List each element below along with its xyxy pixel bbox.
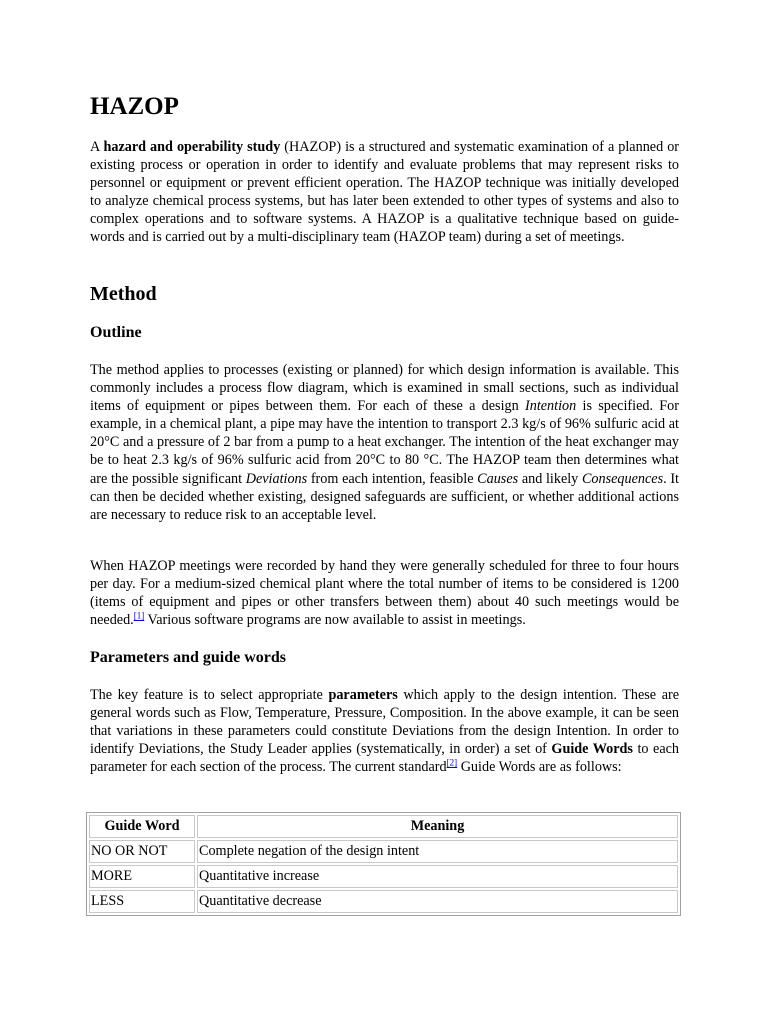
reference-1[interactable] bbox=[134, 611, 145, 621]
table-cell-guide-word: MORE bbox=[89, 865, 195, 888]
intro-text-pre: A bbox=[90, 139, 104, 155]
guide-words-table bbox=[86, 812, 681, 916]
outline-p1-term-deviations: Deviations bbox=[245, 470, 308, 487]
subsection-heading-outline: Outline bbox=[90, 324, 142, 341]
outline-p1-text-4: and likely bbox=[518, 470, 582, 487]
intro-bold-term: hazard and operability study bbox=[103, 139, 281, 155]
params-term-guide-words: Guide Words bbox=[551, 741, 633, 758]
outline-p1-text-5: . It can then be decided whether existing, designed safeguards are sufficient, or whether additional actions are necessary to reduce risk to an acceptable level. bbox=[90, 470, 680, 523]
reference-2-link[interactable]: [2] bbox=[446, 757, 458, 768]
table-header-row bbox=[89, 815, 678, 838]
table-cell-meaning: Quantitative decrease bbox=[197, 890, 678, 913]
outline-p1-term-consequences: Consequences bbox=[581, 470, 664, 487]
outline-p1-term-causes: Causes bbox=[477, 470, 519, 487]
table-row bbox=[89, 890, 678, 913]
outline-p1-term-intention: Intention bbox=[525, 398, 577, 415]
table-row bbox=[89, 865, 678, 888]
params-text-1: The key feature is to select appropriate bbox=[90, 687, 329, 703]
section-heading-method: Method bbox=[90, 283, 157, 305]
table-cell-guide-word: LESS bbox=[89, 890, 195, 913]
table-cell-guide-word: NO OR NOT bbox=[89, 840, 195, 863]
outline-p1-text-2: is specified. For example, in a chemical plant, a pipe may have the intention to transport 2.3 kg/s of 96% sulfuric acid at 20°C and a pressure of 2 bar from a pump to a heat exchanger. The intention of the heat exchanger may be to heat 2.3 kg/s of 96% sulfuric acid from 20°C to 80 °C. The HAZOP team then determines what are the possible significant bbox=[90, 398, 679, 487]
table-cell-meaning: Complete negation of the design intent bbox=[197, 840, 678, 863]
outline-p2-text-1: When HAZOP meetings were recorded by hand they were generally scheduled for three to four hours per day. For a medium-sized chemical plant where the total number of items to be considered is 1200 (items of equipment and pipes or other transfers between them) about 40 such meetings would be needed. bbox=[90, 558, 679, 629]
params-text-3: to each parameter for each section of the process. The current standard bbox=[90, 741, 680, 776]
outline-p1-text-3: from each intention, feasible bbox=[307, 470, 478, 487]
intro-text-post: (HAZOP) is a structured and systematic examination of a planned or existing process or operation in order to identify and evaluate problems that may represent risks to personnel or equipment or prevent efficient operation. The HAZOP technique was initially developed to analyze chemical process systems, but has later been extended to other types of systems and also to complex operations and to software systems. A HAZOP is a qualitative technique based on guide-words and is carried out by a multi-disciplinary team (HAZOP team) during a set of meetings. bbox=[90, 139, 680, 246]
table-cell-meaning: Quantitative increase bbox=[197, 865, 678, 888]
table-header-guide-word: Guide Word bbox=[89, 815, 195, 838]
params-term-parameters: parameters bbox=[328, 687, 398, 703]
subsection-heading-parameters: Parameters and guide words bbox=[90, 649, 286, 666]
reference-2[interactable] bbox=[447, 758, 458, 768]
table-row bbox=[89, 840, 678, 863]
parameters-paragraph bbox=[90, 686, 679, 776]
params-text-4: Guide Words are as follows: bbox=[457, 759, 622, 776]
page-title: HAZOP bbox=[90, 93, 179, 120]
intro-paragraph bbox=[90, 138, 679, 247]
table-header-meaning: Meaning bbox=[197, 815, 678, 838]
params-text-2: which apply to the design intention. These are general words such as Flow, Temperature, Pressure, Composition. In the above example, it can be seen that variations in these parameters could constitute Deviations from the design Intention. In order to identify Deviations, the Study Leader applies (systematically, in order) a set of bbox=[90, 687, 680, 758]
outline-paragraph-1 bbox=[90, 361, 679, 524]
outline-p1-text-1: The method applies to processes (existing or planned) for which design information is available. This commonly includes a process flow diagram, which is examined in small sections, such as individual items of equipment or pipes between them. For each of these a design bbox=[90, 362, 679, 415]
reference-1-link[interactable]: [1] bbox=[133, 610, 145, 621]
outline-paragraph-2 bbox=[90, 557, 679, 629]
outline-p2-text-2: Various software programs are now available to assist in meetings. bbox=[144, 612, 526, 629]
